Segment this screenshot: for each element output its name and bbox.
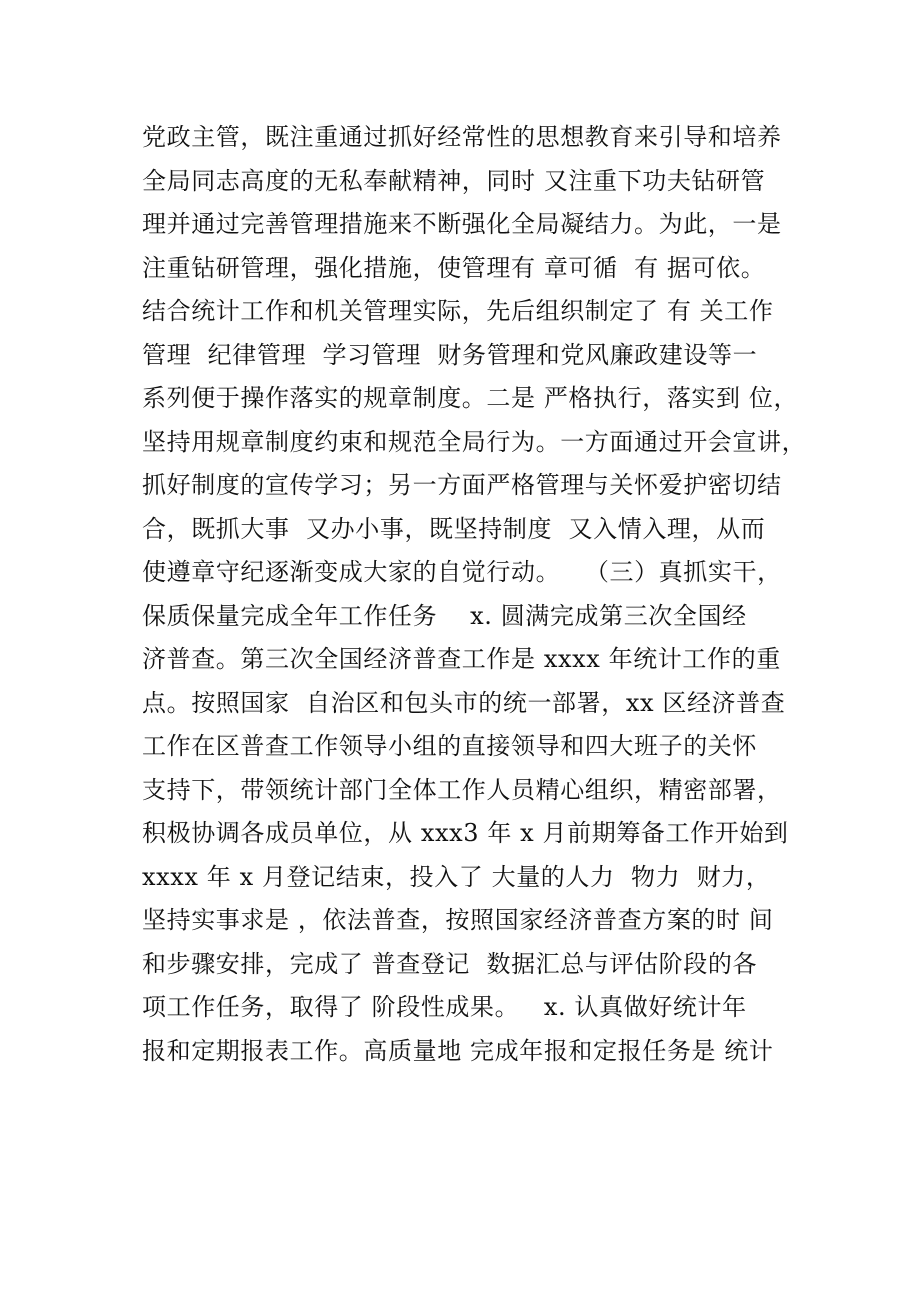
text-line: 坚持用规章制度约束和规范全局行为。一方面通过开会宣讲， <box>142 427 807 456</box>
text-line: 合，既抓大事 又办小事，既坚持制度 又入情入理，从而 <box>142 514 766 543</box>
text-line: 坚持实事求是 ，依法普查，按照国家经济普查方案的时 间 <box>142 906 774 934</box>
text-line: 报和定期报表工作。高质量地 完成年报和定报任务是 统计 <box>142 1036 774 1065</box>
text-line: 抓好制度的宣传学习；另一方面严格管理与关怀爱护密切结 <box>142 471 782 499</box>
text-line: 理并通过完善管理措施来不断强化全局凝结力。为此，一是 <box>142 210 782 238</box>
text-line: 项工作任务，取得了 阶段性成果。 x. 认真做好统计年 <box>142 993 747 1021</box>
text-line: 和步骤安排，完成了 普查登记 数据汇总与评估阶段的各 <box>142 949 758 978</box>
text-line: 保质保量完成全年工作任务 x. 圆满完成第三次全国经 <box>142 601 747 630</box>
text-line: 积极协调各成员单位，从 xxx3 年 x 月前期筹备工作开始到 <box>142 819 789 847</box>
text-line: xxxx 年 x 月登记结束，投入了 大量的人力 物力 财力， <box>142 862 771 891</box>
text-line: 点。按照国家 自治区和包头市的统一部署，xx 区经济普查 <box>142 688 786 717</box>
text-line: 党政主管，既注重通过抓好经常性的思想教育来引导和培养 <box>142 123 782 151</box>
text-line: 结合统计工作和机关管理实际，先后组织制定了 有 关工作 <box>142 297 774 325</box>
text-line: 使遵章守纪逐渐变成大家的自觉行动。 （三）真抓实干， <box>142 558 782 586</box>
text-line: 注重钻研管理，强化措施，使管理有 章可循 有 据可依。 <box>142 253 766 282</box>
text-line: 济普查。第三次全国经济普查工作是 xxxx 年统计工作的重 <box>142 645 781 673</box>
text-line: 支持下，带领统计部门全体工作人员精心组织，精密部署， <box>142 775 782 804</box>
text-line: 系列便于操作落实的规章制度。二是 严格执行，落实到 位， <box>142 384 799 412</box>
text-line: 管理 纪律管理 学习管理 财务管理和党风廉政建设等一 <box>142 340 758 369</box>
text-line: 全局同志高度的无私奉献精神，同时 又注重下功夫钻研管 <box>142 166 766 195</box>
body-text <box>142 116 807 1073</box>
text-line: 工作在区普查工作领导小组的直接领导和四大班子的关怀 <box>142 732 757 760</box>
